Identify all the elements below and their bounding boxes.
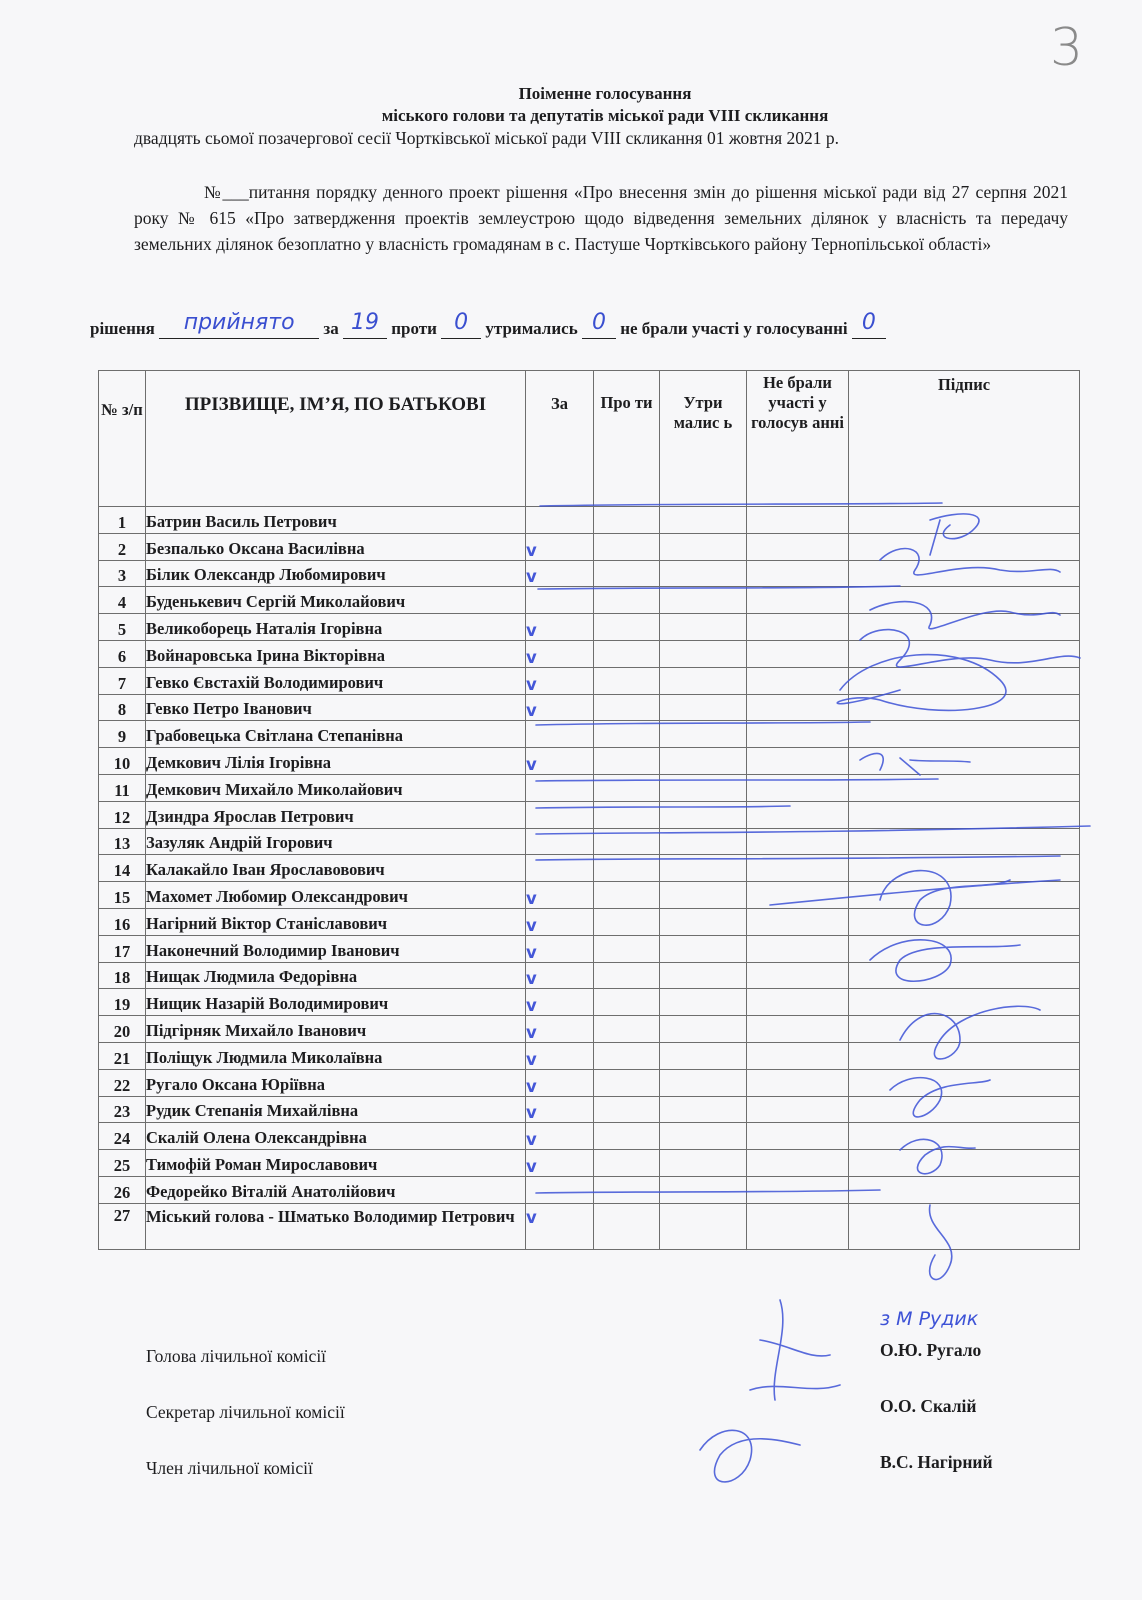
deputy-name: Нищак Людмила Федорівна (146, 962, 526, 989)
signature-cell (849, 1123, 1080, 1150)
deputy-name: Нагірний Віктор Станіславович (146, 908, 526, 935)
table-row (99, 1123, 1080, 1150)
deputy-name: Гевко Петро Іванович (146, 694, 526, 721)
row-number: 27 (99, 1203, 146, 1249)
row-number: 26 (99, 1176, 146, 1203)
deputy-name: Скалій Олена Олександрівна (146, 1123, 526, 1150)
chair-name: О.Ю. Ругало (880, 1340, 982, 1360)
header-abstained: Утри малис ь (660, 371, 747, 507)
row-number: 24 (99, 1123, 146, 1150)
header-signature: Підпис (849, 371, 1080, 507)
signature-cell (849, 507, 1080, 534)
signature-cell (849, 533, 1080, 560)
vote-for-mark (526, 507, 594, 534)
vote-for-mark: v (526, 1096, 594, 1123)
deputy-name: Безпалько Оксана Василівна (146, 533, 526, 560)
vote-for-mark (526, 721, 594, 748)
deputy-name: Підгірняк Михайло Іванович (146, 1016, 526, 1043)
row-number: 12 (99, 801, 146, 828)
signature-cell (849, 1016, 1080, 1043)
header-absent: Не брали участі у голосув анні (747, 371, 849, 507)
row-number: 9 (99, 721, 146, 748)
table-row (99, 774, 1080, 801)
deputy-name: Войнаровська Ірина Вікторівна (146, 640, 526, 667)
table-row (99, 1096, 1080, 1123)
member-name: В.С. Нагірний (880, 1452, 993, 1472)
row-number: 14 (99, 855, 146, 882)
signature-cell (849, 1096, 1080, 1123)
header-against: Про ти (594, 371, 660, 507)
row-number: 16 (99, 908, 146, 935)
deputy-name: Гевко Євстахій Володимирович (146, 667, 526, 694)
vote-for-mark: v (526, 533, 594, 560)
voting-result-line (90, 310, 886, 339)
row-number: 13 (99, 828, 146, 855)
signature-cell (849, 694, 1080, 721)
signature-cell (849, 748, 1080, 775)
signature-cell (849, 935, 1080, 962)
vote-for-mark (526, 587, 594, 614)
table-row (99, 533, 1080, 560)
for-handwritten: 19 (350, 310, 379, 335)
signature-cell (849, 614, 1080, 641)
table-row (99, 855, 1080, 882)
document-title: Поіменне голосування (518, 84, 692, 103)
table-row (99, 560, 1080, 587)
agenda-item-text: №___питання порядку денного проект рішення «Про внесення змін до рішення міської ради від 27 серпня 2021 року № 615 «Про затвердження проектів землеустрою щодо відведення земельних ділянок у власність та передачу земельних ділянок безоплатно у власність громадянам в с. Пастуше Чортківського району Тернопільської області» (134, 182, 1068, 254)
vote-for-mark: v (526, 962, 594, 989)
deputy-name: Батрин Василь Петрович (146, 507, 526, 534)
table-row (99, 1150, 1080, 1177)
vote-for-mark: v (526, 1069, 594, 1096)
deputy-name: Дзиндра Ярослав Петрович (146, 801, 526, 828)
member-label: Член лічильної комісії (146, 1458, 313, 1478)
row-number: 18 (99, 962, 146, 989)
vote-for-mark: v (526, 882, 594, 909)
row-number: 20 (99, 1016, 146, 1043)
signature-cell (849, 962, 1080, 989)
table-row (99, 908, 1080, 935)
vote-for-mark: v (526, 1042, 594, 1069)
session-text: двадцять сьомої позачергової сесії Чортківської міської ради VIII скликання 01 жовтня 2021 р. (134, 128, 840, 148)
signature-cell (849, 1203, 1080, 1249)
deputy-name: Нищик Назарій Володимирович (146, 989, 526, 1016)
decision-label: рішення (90, 319, 155, 338)
absent-label: не брали участі у голосуванні (620, 319, 848, 338)
signature-cell (849, 774, 1080, 801)
deputy-name: Рудик Степанія Михайлівна (146, 1096, 526, 1123)
vote-for-mark: v (526, 694, 594, 721)
secretary-name: О.О. Скалій (880, 1396, 977, 1416)
row-number: 7 (99, 667, 146, 694)
row-number: 2 (99, 533, 146, 560)
vote-for-mark (526, 828, 594, 855)
chair-label: Голова лічильної комісії (146, 1346, 327, 1366)
deputy-name: Федорейко Віталій Анатолійович (146, 1176, 526, 1203)
row-number: 6 (99, 640, 146, 667)
deputy-name: Білик Олександр Любомирович (146, 560, 526, 587)
table-row (99, 640, 1080, 667)
vote-for-mark: v (526, 748, 594, 775)
deputy-name: Зазуляк Андрій Ігорович (146, 828, 526, 855)
row-number: 15 (99, 882, 146, 909)
signature-cell (849, 1042, 1080, 1069)
table-row (99, 935, 1080, 962)
signature-cell (849, 1150, 1080, 1177)
table-row (99, 1042, 1080, 1069)
vote-for-mark (526, 1176, 594, 1203)
signature-member (700, 1430, 800, 1482)
vote-for-mark: v (526, 1123, 594, 1150)
table-row (99, 828, 1080, 855)
signature-cell (849, 908, 1080, 935)
table-row (99, 801, 1080, 828)
vote-for-mark: v (526, 560, 594, 587)
table-header-row (99, 371, 1080, 507)
absent-value (852, 310, 886, 339)
against-value (441, 310, 481, 339)
vote-for-mark: v (526, 1150, 594, 1177)
deputy-name: Міський голова - Шматько Володимир Петрович (146, 1203, 526, 1249)
signature-cell (849, 721, 1080, 748)
signature-secretary (750, 1385, 840, 1390)
table-row (99, 748, 1080, 775)
table-row (99, 882, 1080, 909)
vote-for-mark: v (526, 989, 594, 1016)
signature-cell (849, 855, 1080, 882)
row-number: 10 (99, 748, 146, 775)
deputy-name: Поліщук Людмила Миколаївна (146, 1042, 526, 1069)
deputy-name: Великоборець Наталія Ігорівна (146, 614, 526, 641)
vote-for-mark: v (526, 614, 594, 641)
signature-cell (849, 828, 1080, 855)
table-row (99, 962, 1080, 989)
handwritten-note: з М Рудик (880, 1308, 979, 1330)
signature-cell (849, 640, 1080, 667)
against-handwritten: 0 (454, 310, 469, 335)
signature-cell (849, 1069, 1080, 1096)
row-number: 25 (99, 1150, 146, 1177)
vote-for-mark: v (526, 908, 594, 935)
table-row (99, 1176, 1080, 1203)
vote-for-mark (526, 774, 594, 801)
row-number: 3 (99, 560, 146, 587)
deputy-name: Демкович Лілія Ігорівна (146, 748, 526, 775)
deputy-name: Калакайло Іван Ярославовович (146, 855, 526, 882)
against-label: проти (391, 319, 437, 338)
row-number: 5 (99, 614, 146, 641)
decision-value (159, 310, 319, 339)
vote-for-mark: v (526, 1016, 594, 1043)
row-number: 4 (99, 587, 146, 614)
row-number: 11 (99, 774, 146, 801)
signature-cell (849, 667, 1080, 694)
abstained-value (582, 310, 616, 339)
for-label: за (323, 319, 339, 338)
header-no: № з/п (99, 371, 146, 507)
row-number: 23 (99, 1096, 146, 1123)
deputy-name: Ругало Оксана Юріївна (146, 1069, 526, 1096)
table-row (99, 721, 1080, 748)
absent-handwritten: 0 (861, 310, 876, 335)
deputy-name: Махомет Любомир Олександрович (146, 882, 526, 909)
table-row (99, 1069, 1080, 1096)
table-row (99, 507, 1080, 534)
signature-cell (849, 801, 1080, 828)
table-row (99, 1016, 1080, 1043)
row-number: 1 (99, 507, 146, 534)
table-row (99, 587, 1080, 614)
deputy-name: Тимофій Роман Мирославович (146, 1150, 526, 1177)
signature-cell (849, 587, 1080, 614)
signature-cell (849, 560, 1080, 587)
abstained-handwritten: 0 (591, 310, 606, 335)
deputy-name: Наконечний Володимир Іванович (146, 935, 526, 962)
header-name: ПРІЗВИЩЕ, ІМ’Я, ПО БАТЬКОВІ (146, 371, 526, 507)
row-number: 8 (99, 694, 146, 721)
page-number: 3 (1050, 18, 1084, 78)
vote-for-mark (526, 855, 594, 882)
signature-cell (849, 1176, 1080, 1203)
vote-for-mark: v (526, 935, 594, 962)
header-for: За (526, 371, 594, 507)
table-row (99, 1203, 1080, 1249)
table-row (99, 614, 1080, 641)
for-value (343, 310, 387, 339)
voting-table (98, 370, 1080, 1250)
row-number: 22 (99, 1069, 146, 1096)
document-subtitle: міського голови та депутатів міської ради VIII скликання (381, 106, 829, 125)
signature-chair (760, 1300, 830, 1400)
deputy-name: Грабовецька Світлана Степанівна (146, 721, 526, 748)
row-number: 19 (99, 989, 146, 1016)
row-number: 21 (99, 1042, 146, 1069)
vote-for-mark: v (526, 667, 594, 694)
secretary-label: Секретар лічильної комісії (146, 1402, 345, 1422)
signature-cell (849, 989, 1080, 1016)
vote-for-mark: v (526, 1203, 594, 1249)
abstained-label: утримались (485, 319, 578, 338)
vote-for-mark (526, 801, 594, 828)
vote-for-mark: v (526, 640, 594, 667)
deputy-name: Демкович Михайло Миколайович (146, 774, 526, 801)
deputy-name: Буденькевич Сергій Миколайович (146, 587, 526, 614)
table-row (99, 989, 1080, 1016)
table-row (99, 667, 1080, 694)
signature-cell (849, 882, 1080, 909)
row-number: 17 (99, 935, 146, 962)
table-row (99, 694, 1080, 721)
decision-handwritten: прийнято (183, 310, 295, 335)
